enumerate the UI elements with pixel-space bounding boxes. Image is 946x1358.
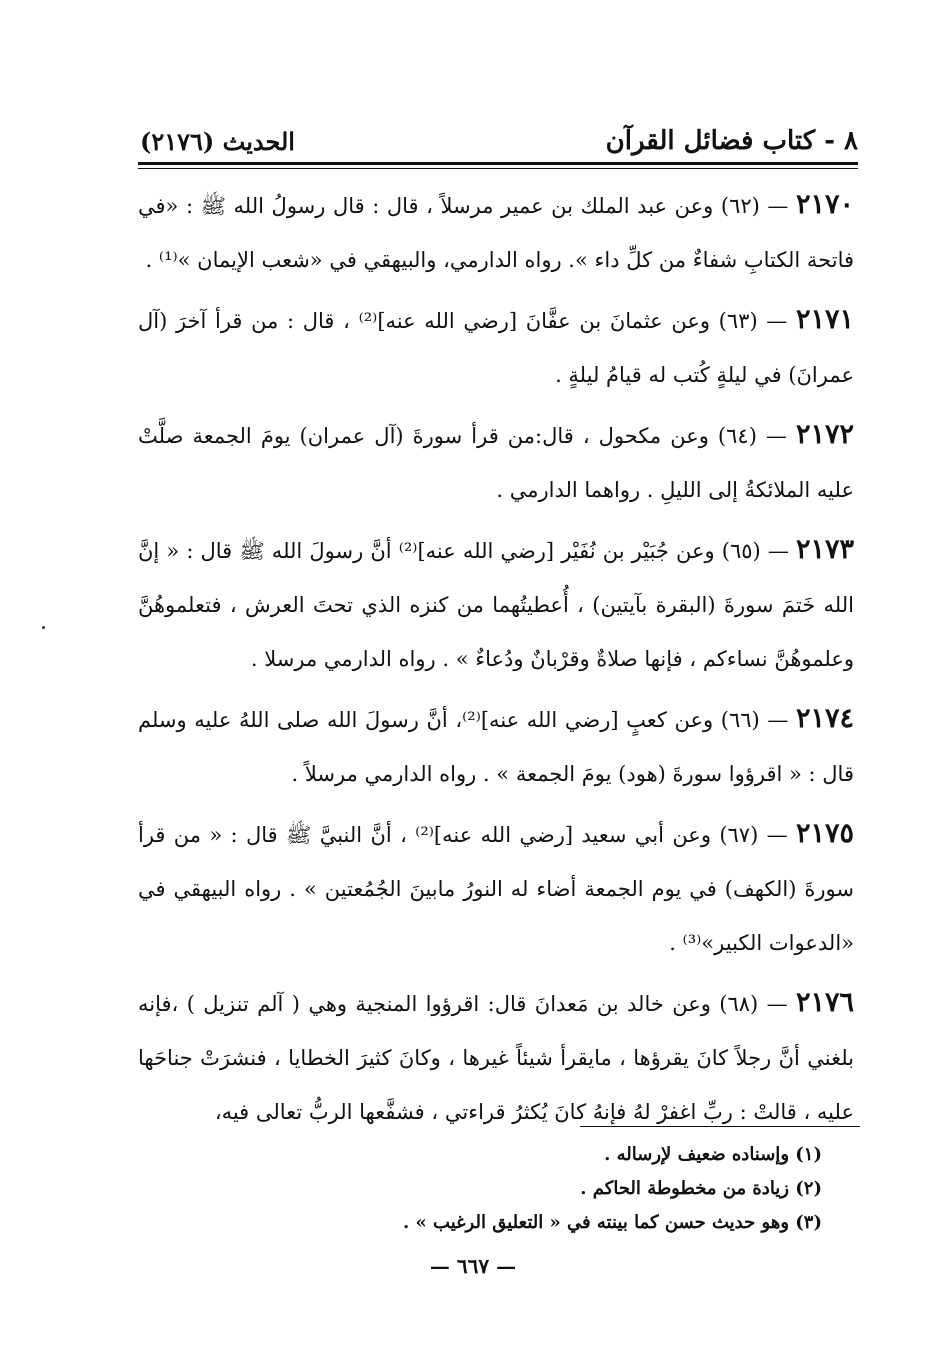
margin-speck [42, 626, 45, 629]
page-number: — ٦٦٧ — [429, 1254, 517, 1278]
footnote-rule [580, 1126, 860, 1127]
hadith-text: — (٦٢) وعن عبد الملك بن عمير مرسلاً ، قال : قال رسولُ الله ﷺ : «في فاتحة الكتابِ شفاءٌ من كلِّ داء ». رواه الدارمي، والبيهقي في «شعب الإيمان »⁽¹⁾ . [138, 194, 854, 272]
header-rule-thin [138, 168, 858, 169]
page-header [140, 108, 858, 156]
hadith-text: — (٦٧) وعن أبي سعيد [رضي الله عنه]⁽²⁾ ، أنَّ النبيَّ ﷺ قال : « من قرأ سورةَ (الكهف) في يوم الجمعة أضاء له النورُ مابينَ الجُمُعتين » . رواه البيهقي في «الدعوات الكبير»⁽³⁾ . [138, 823, 854, 955]
hadith-number: ٢١٧٥ [795, 818, 854, 849]
hadith-range: الحديث (٢١٧٦) [140, 127, 295, 156]
hadith-number: ٢١٧٣ [795, 534, 854, 565]
hadith-2170 [138, 178, 854, 287]
hadith-text: — (٦٤) وعن مكحول ، قال:من قرأ سورةَ (آل عمران) يومَ الجمعة صلَّتْ عليه الملائكةُ إلى الليلِ . رواهما الدارمي . [138, 424, 854, 502]
header-rule [138, 162, 858, 165]
footnote-3: (٣) وهو حديث حسن كما بينته في « التعليق الرغيب » . [402, 1212, 822, 1233]
footnote-2: (٢) زيادة من مخطوطة الحاكم . [580, 1178, 822, 1199]
footnotes [300, 1138, 822, 1240]
hadith-number: ٢١٧٠ [795, 189, 854, 220]
hadith-text: — (٦٦) وعن كعبٍ [رضي الله عنه]⁽²⁾، أنَّ رسولَ الله صلى اللهُ عليه وسلم قال : « اقرؤوا سورةَ (هود) يومَ الجمعة » . رواه الدارمي مرسلاً . [138, 708, 854, 786]
hadith-2173 [138, 523, 854, 686]
hadith-2174 [138, 692, 854, 801]
hadith-2175 [138, 807, 854, 970]
hadith-text: — (٦٣) وعن عثمانَ بن عفَّانَ [رضي الله عنه]⁽²⁾ ، قال : من قرأ آخرَ (آل عمرانَ) في ليلةٍ كُتب له قيامُ ليلةٍ . [138, 309, 854, 387]
hadith-2176 [138, 976, 854, 1139]
hadith-2171 [138, 293, 854, 402]
hadith-number: ٢١٧١ [795, 304, 854, 335]
footnote-1: (١) وإسناده ضعيف لإرساله . [604, 1144, 822, 1165]
hadith-2172 [138, 408, 854, 517]
hadith-text: — (٦٥) وعن جُبَيْر بن نُفَيْر [رضي الله عنه]⁽²⁾ أنَّ رسولَ الله ﷺ قال : « إنَّ الله خَتمَ سورةَ (البقرة بآيتين) ، أُعطيتُهما من كنزه الذي تحتَ العرش ، فتعلموهُنَّ وعلموهُنَّ نساءكم ، فإنها صلاةٌ وقرْبانٌ ودُعاءٌ » . رواه الدارمي مرسلا . [138, 539, 854, 671]
hadith-text: — (٦٨) وعن خالد بن مَعدانَ قال: اقرؤوا المنجية وهي ( آلم تنزيل ) ،فإنه بلغني أنَّ رجلاً كانَ يقرؤها ، مايقرأ شيئاً غيرها ، وكانَ كثيرَ الخطايا ، فنشرَتْ جناحَها عليه ، قالتْ : ربِّ اغفرْ لهُ فإنهُ كانَ يُكثرُ قراءتي ، فشفَّعها الربُّ تعالى فيه، [138, 992, 854, 1124]
hadith-number: ٢١٧٢ [795, 419, 854, 450]
hadith-number: ٢١٧٤ [795, 703, 854, 734]
main-text [138, 178, 854, 1145]
hadith-number: ٢١٧٦ [795, 987, 854, 1018]
chapter-title: ٨ - كتاب فضائل القرآن [605, 126, 858, 156]
